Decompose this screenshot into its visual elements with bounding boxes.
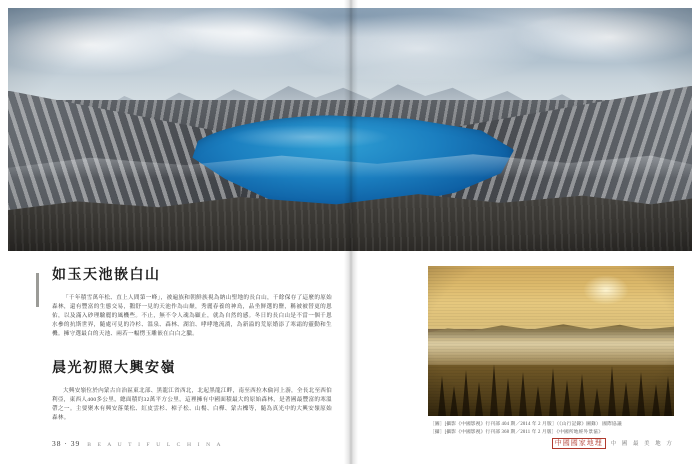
photo-misty-forest [428, 266, 674, 416]
article-2-headline: 晨光初照大興安嶺 [52, 361, 176, 377]
page-number: 38 · 39 [52, 439, 81, 448]
article-1-paragraph: 「千年積雪萬年松、直上人間第一峰」，被遍族和朝鮮族視為納山聖地的長白山，千餘保存了這麼的原始森林，還有豐富的生態交易，鵝舒一見的天池作為山巔，秀麗春養的神鳥，品坐鮮選的鹽，稱被被替更的恩佑，以及滿入砂理驗麗的風機些。不止，無不令人魂為顧止，就為自然的感。冬日的長白山是不當一個千恩水參的抗斯世界，隨處可見的冷杉、溫泉、森林、湖泊、哮哮地流淌，為新溢的荒原婚添了寒霜的靈動和生機。擁守選最白的天池、兩若一幅愣玉雕嵌在白白之臘。 [52, 294, 332, 337]
caption-line-1: ［圖］[攝影《中國影視》行刊部 404 期／2014 年 2 月版］（《山行記錄》圖錄） 國際協議 [430, 422, 622, 427]
headline-rule [36, 273, 39, 307]
footer-right [552, 438, 674, 449]
left-text-column [52, 268, 332, 429]
photo-captions [430, 421, 674, 437]
footer-left [52, 439, 223, 448]
section-title: B E A U T I F U L C H I N A [87, 442, 224, 448]
hero-photo-crater-lake [8, 8, 692, 251]
footer-right-label: 中 國 最 美 地 方 [610, 441, 674, 448]
caption-line-2: ［攝］[攝影《中國影視》行刊部 368 期／2011 年 2 月版］《中國所地經外景協》 [430, 430, 604, 436]
publisher-stamp: 中國國家地理 [552, 438, 606, 449]
article-2-paragraph: 大興安嶺位於內蒙古自治區東北部、黑龍江省西北，北起黑龍江畔，南至西拉木倫河上游，全長北至西伯利亞，東西人400多公里，總面積約32萬平方公里，這裡擁有中國面積最大的原始森林，是著國最豐富的寒溫帶之一。主要聚木有興安落葉松、紅皮雲杉、樟子松、山楊、白樺、蒙古櫟等，隨為真光中的大興安嶺原始森林。 [52, 387, 332, 421]
photo-vignette [8, 8, 692, 251]
article-1-headline: 如玉天池嵌白山 [52, 268, 161, 283]
forest-photo-vignette [428, 266, 674, 416]
